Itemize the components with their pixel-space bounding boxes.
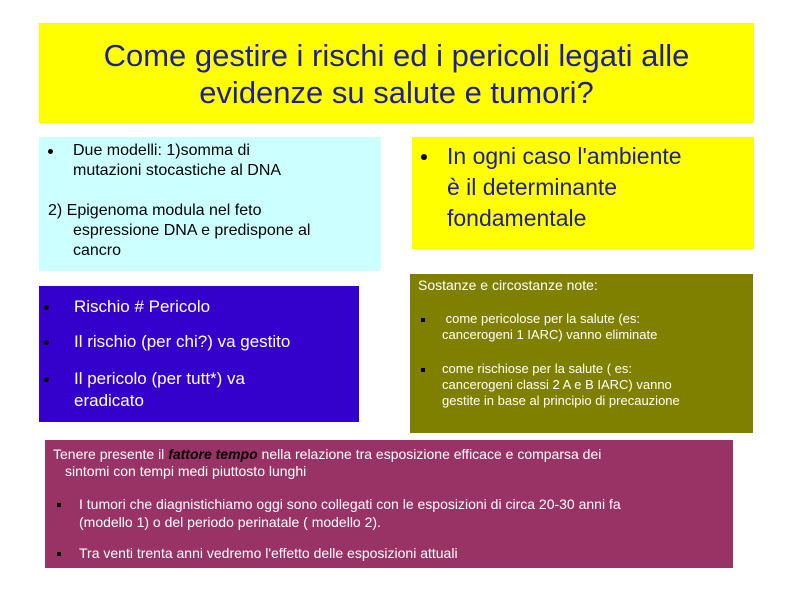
bullet-dot-icon [48,149,53,154]
bullet-dot-icon [44,340,49,345]
bullet-dot-icon [44,305,49,310]
slide-title [39,37,754,111]
list-item: come rischiose per la salute ( es: cancerogeni classi 2 A e B IARC) vanno gestite in base al principio di precauzione [442,361,747,409]
bullet-square-icon [57,552,61,556]
epigenome-text: 2) Epigenoma modula nel feto espressione DNA e predispone al cancro [48,202,311,259]
list-item: I tumori che diagnistichiamo oggi sono collegati con le esposizioni di circa 20-30 anni fa (modello 1) o del periodo perinatale ( modello 2). [79,495,719,531]
slide-title-line-2: evidenze su salute e tumori? [199,75,594,110]
bullet-square-icon [57,503,61,507]
models-bullet: Due modelli: 1)somma di mutazioni stocastiche al DNA [73,141,373,181]
risk-hazard-box [39,286,359,422]
list-item: Tra venti trenta anni vedremo l'effetto delle esposizioni attuali [79,544,719,562]
time-factor-box [45,440,733,568]
slide-title-line-1: Come gestire i rischi ed i pericoli legati alle [103,38,690,73]
bullet-square-icon [421,318,425,322]
models-box [39,137,381,271]
list-item: Il pericolo (per tutt*) va eradicato [74,368,354,412]
time-factor-intro: Tenere presente il fattore tempo nella relazione tra esposizione efficace e comparsa dei sintomi con tempi medi piuttosto lunghi [53,446,602,479]
list-item: Rischio # Pericolo [74,296,354,318]
known-substances-heading: Sostanze e circostanze note: [418,277,598,293]
bullet-dot-icon [421,154,427,160]
time-factor-emphasis: fattore tempo [168,446,258,462]
list-item: come pericolose per la salute (es: cancerogeni 1 IARC) vanno eliminate [442,311,747,343]
slide-title-box [39,23,754,123]
list-item: Il rischio (per chi?) va gestito [74,331,354,353]
bullet-dot-icon [44,377,49,382]
environment-bullet: In ogni caso l'ambiente è il determinante fondamentale [447,141,747,234]
known-substances-box [410,274,753,433]
bullet-square-icon [421,368,425,372]
environment-box [412,137,754,249]
